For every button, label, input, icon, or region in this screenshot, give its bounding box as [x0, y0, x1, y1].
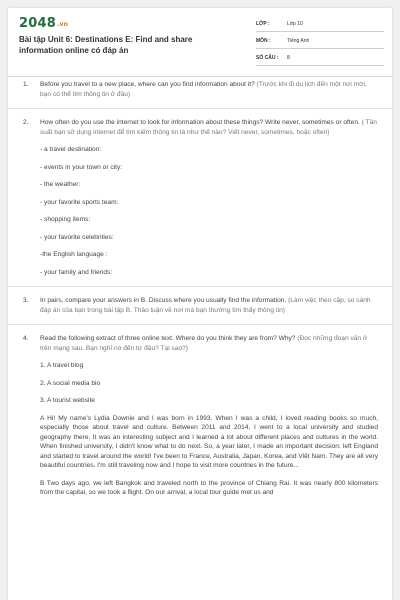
meta-value: 8	[287, 55, 290, 61]
question-1	[8, 80, 392, 99]
question-text-en: Read the following extract of three online text. Where do you think they are from? Why?	[40, 335, 296, 342]
meta-table	[256, 18, 384, 69]
meta-row-count	[256, 52, 384, 66]
question-3	[8, 296, 392, 315]
question-text	[40, 80, 378, 99]
question-text-en: How often do you use the internet to look for information about these things? Write never, sometimes or often.	[40, 119, 360, 126]
question-text-vn: (Trước khi đi du lịch đến một nơi mới, bạn có thể tìm thông tin ở đâu)	[40, 81, 367, 98]
document-page	[8, 8, 392, 600]
list-item: 1. A travel blog	[40, 362, 84, 369]
question-separator	[8, 286, 392, 287]
meta-key: LỚP :	[256, 21, 270, 27]
meta-key: MÔN :	[256, 38, 271, 44]
question-number: 2.	[23, 119, 29, 126]
list-item: 2. A social media bio	[40, 379, 101, 387]
list-item: -the English language :	[40, 251, 108, 258]
header-divider	[8, 76, 392, 77]
list-item: - the weather:	[40, 181, 81, 188]
meta-row-class	[256, 18, 384, 32]
list-item: - a travel destination:	[40, 146, 102, 153]
question-number: 4.	[23, 335, 29, 342]
list-item: - your family and friends:	[40, 268, 113, 276]
question-separator	[8, 324, 392, 325]
reading-paragraph: A Hi! My name's Lydia Downie and I was born in 1993. When I was a child, I loved reading books so much, especially those about travel and culture. Between 2011 and 2014, I went to a local university and studied geography there. It was an interesting subject and I learned a lot about different places and cultures in the world. When finished university, I didn't know what to do next. So, a year later, I made an important decision: left England and started to travel around the world! I've been to France, Australia, Japan, Korea, and Việt Nam. They are all very beautiful countries. I'm still traveling now and I hope to visit more countries in the future...	[40, 414, 378, 469]
reading-paragraph: B Two days ago, we left Bangkok and traveled north to the province of Chiang Rai. It was nearly 800 kilometers from the capital, so we took a flight. On our arrival, a local tour guide met us and	[40, 479, 378, 496]
question-4	[8, 334, 392, 498]
question-text-vn: (Làm việc theo cặp, so sánh đáp án của bạn trong bài tập B. Thảo luận về nơi mà bạn thường tìm thấy thông tin)	[40, 297, 371, 314]
list-item: - shopping items:	[40, 216, 91, 223]
question-number: 3.	[23, 297, 29, 304]
question-text	[40, 118, 378, 137]
site-logo[interactable]	[19, 16, 68, 31]
question-text-vn: (Đọc những đoạn văn ở trên mạng sau. Bạn nghĩ nó đến từ đâu? Tại sao?)	[40, 335, 368, 352]
page-title: Bài tập Unit 6: Destinations E: Find and share information online có đáp án	[19, 35, 193, 55]
meta-row-subject	[256, 35, 384, 49]
question-text	[40, 334, 378, 353]
meta-key: SỐ CÂU :	[256, 55, 279, 61]
list-item: - events in your town or city:	[40, 163, 123, 171]
question-list	[8, 80, 392, 498]
logo-suffix: .vn	[56, 21, 69, 28]
question-text	[40, 296, 378, 315]
meta-value: Lớp 10	[287, 21, 303, 27]
list-item: 3. A tourist website	[40, 397, 95, 404]
meta-value: Tiếng Anh	[287, 38, 310, 44]
question-number: 1.	[23, 81, 29, 88]
question-text-en: In pairs, compare your answers in B. Discuss where you usually find the information.	[40, 297, 287, 304]
logo-main: 2048	[19, 16, 56, 31]
document-header	[8, 8, 392, 76]
question-2	[8, 118, 392, 277]
question-separator	[8, 108, 392, 109]
list-item: - your favorite celebrities:	[40, 233, 114, 241]
question-text-vn: ( Tần suất bạn sử dụng internet để tìm kiếm thông tin là như thế nào? Viết never, sometimes, hoặc often)	[40, 119, 377, 136]
list-item: - your favorite sports team:	[40, 198, 119, 206]
question-text-en: Before you travel to a new place, where can you find information about it?	[40, 81, 255, 88]
